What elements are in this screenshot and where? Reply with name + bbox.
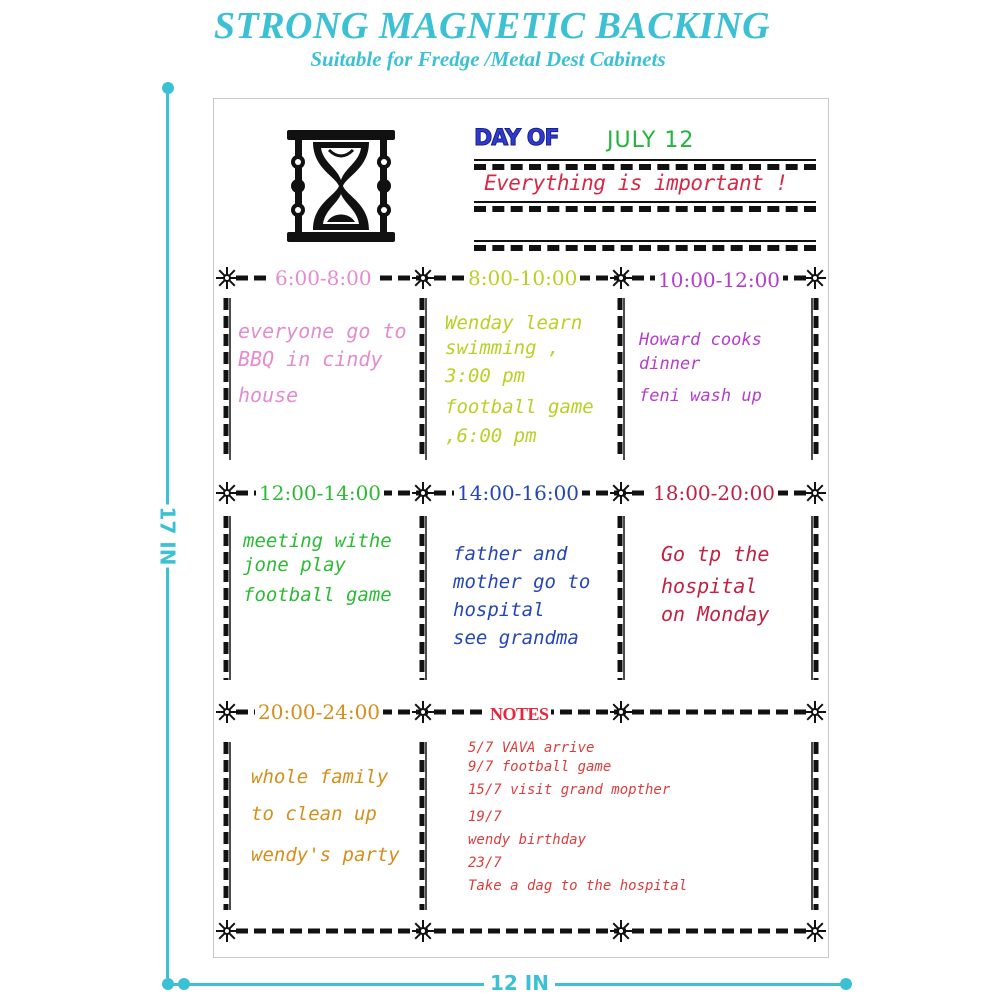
- slot-2-line: football game: [445, 396, 594, 418]
- snowflake-icon: [412, 267, 434, 289]
- snowflake-icon: [610, 920, 632, 942]
- dimension-dot: [840, 978, 852, 990]
- note-item: wendy birthday: [468, 832, 587, 848]
- slot-6-line: hospital: [661, 574, 758, 598]
- slot-5-line: hospital: [453, 599, 545, 621]
- snowflake-icon: [804, 267, 826, 289]
- snowflake-icon: [412, 920, 434, 942]
- slot-5-line: mother go to: [453, 571, 591, 593]
- snowflake-icon: [804, 920, 826, 942]
- snowflake-icon: [610, 267, 632, 289]
- note-item: 5/7 VAVA arrive: [468, 740, 595, 756]
- slot-time-7: 20:00-24:00: [255, 700, 383, 724]
- day-of-label: DAY OF: [474, 126, 559, 151]
- slot-7-line: to clean up: [251, 803, 377, 825]
- dimension-dot: [162, 82, 174, 94]
- slot-6-line: Go tp the: [661, 542, 770, 566]
- slot-2-line: 3:00 pm: [445, 365, 526, 387]
- slot-1-line: BBQ in cindy: [238, 347, 383, 371]
- slot-7-line: wendy's party: [251, 844, 400, 866]
- snowflake-icon: [216, 482, 238, 504]
- slot-5-line: father and: [453, 543, 568, 565]
- note-item: Take a dag to the hospital: [468, 878, 688, 894]
- slot-7-line: whole family: [251, 766, 389, 788]
- slot-time-4: 12:00-14:00: [256, 481, 384, 505]
- snowflake-icon: [804, 482, 826, 504]
- slot-time-3: 10:00-12:00: [655, 268, 783, 292]
- slot-3-line: feni wash up: [639, 386, 762, 406]
- snowflake-icon: [216, 267, 238, 289]
- slot-3-line: Howard cooks: [639, 330, 762, 350]
- snowflake-icon: [216, 701, 238, 723]
- slot-5-line: see grandma: [453, 627, 579, 649]
- slot-4-line: meeting withe: [243, 530, 392, 552]
- snowflake-icon: [610, 701, 632, 723]
- snowflake-icon: [216, 920, 238, 942]
- slot-2-line: swimming ,: [445, 337, 560, 359]
- headline-subtitle: Suitable for Fredge /Metal Dest Cabinets: [310, 47, 666, 71]
- notes-title: NOTES: [490, 704, 549, 724]
- slot-time-6: 18:00-20:00: [650, 481, 778, 505]
- snowflake-icon: [412, 701, 434, 723]
- slot-time-5: 14:00-16:00: [454, 481, 582, 505]
- slot-2-line: ,6:00 pm: [445, 425, 537, 447]
- snowflake-icon: [610, 482, 632, 504]
- slot-1-line: house: [238, 383, 299, 407]
- headline-title: STRONG MAGNETIC BACKING: [213, 5, 771, 47]
- dimension-dot: [178, 978, 190, 990]
- slot-4-line: jone play: [243, 554, 346, 576]
- note-item: 23/7: [468, 855, 502, 871]
- day-value: JULY 12: [607, 128, 695, 153]
- note-item: 19/7: [468, 809, 502, 825]
- slot-1-line: everyone go to: [238, 319, 407, 343]
- slot-4-line: football game: [243, 584, 392, 606]
- note-item: 9/7 football game: [468, 759, 612, 775]
- slot-3-line: dinner: [639, 354, 701, 374]
- motto-text: Everything is important !: [484, 171, 788, 195]
- width-label: 12 IN: [484, 971, 555, 995]
- snowflake-icon: [412, 482, 434, 504]
- slot-2-line: Wenday learn: [445, 312, 583, 334]
- note-item: 15/7 visit grand mopther: [468, 782, 671, 798]
- slot-6-line: on Monday: [661, 602, 770, 626]
- height-label: 17 IN: [151, 505, 183, 568]
- snowflake-icon: [804, 701, 826, 723]
- slot-time-2: 8:00-10:00: [465, 266, 580, 290]
- slot-time-1: 6:00-8:00: [272, 266, 375, 290]
